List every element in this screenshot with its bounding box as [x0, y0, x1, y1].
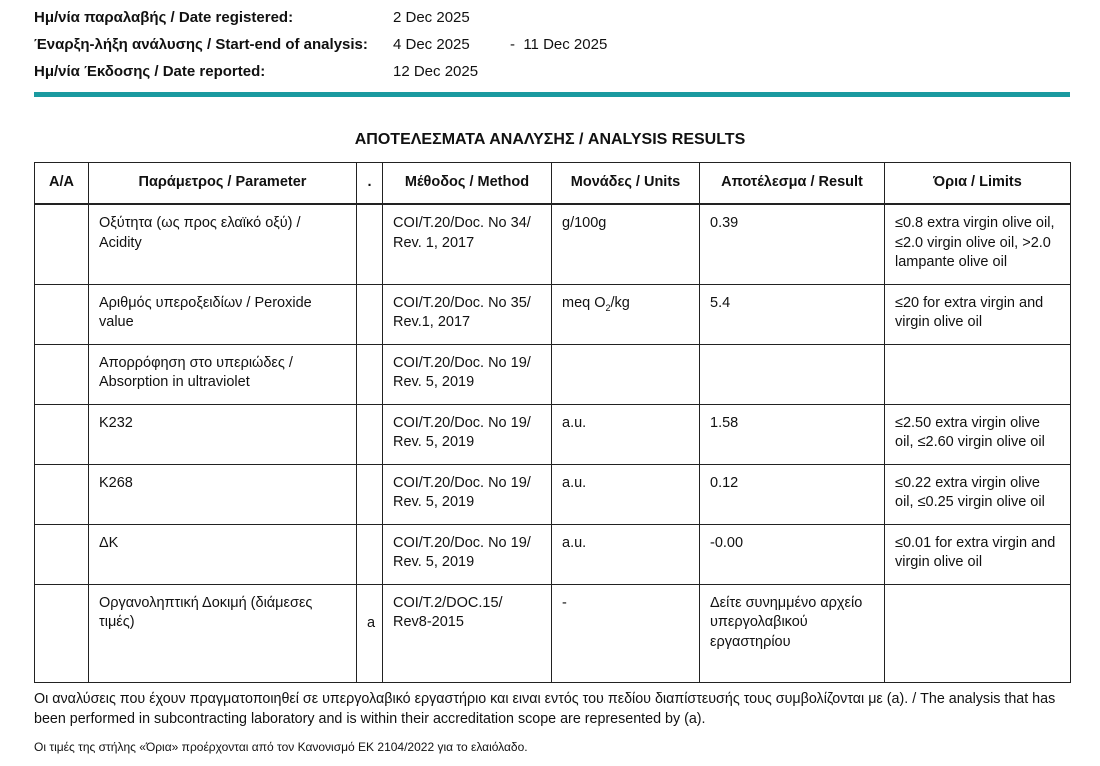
date-reported-value: 12 Dec 2025 [393, 63, 479, 80]
cell-limits: ≤0.01 for extra virgin and virgin olive oil [885, 524, 1071, 584]
analysis-results-table [34, 162, 1071, 683]
cell-result [700, 344, 885, 404]
cell-parameter: Απορρόφηση στο υπεριώδες / Absorption in ultraviolet [89, 344, 357, 404]
cell-flag: a [357, 584, 383, 682]
cell-no [35, 284, 89, 344]
cell-flag [357, 404, 383, 464]
table-row [35, 584, 1071, 682]
header-method: Μέθοδος / Method [383, 163, 552, 205]
cell-method: COI/T.20/Doc. No 19/ Rev. 5, 2019 [383, 344, 552, 404]
cell-units: - [552, 584, 700, 682]
cell-result: Δείτε συνημμένο αρχείο υπεργολαβικού εργαστηρίου [700, 584, 885, 682]
cell-result: 1.58 [700, 404, 885, 464]
cell-no [35, 404, 89, 464]
cell-flag [357, 344, 383, 404]
cell-parameter: K268 [89, 464, 357, 524]
header-flag: . [357, 163, 383, 205]
units-suffix: /kg [610, 294, 630, 311]
report-dates [34, 8, 1074, 89]
cell-result: -0.00 [700, 524, 885, 584]
cell-no [35, 584, 89, 682]
cell-no [35, 464, 89, 524]
cell-method: COI/T.20/Doc. No 34/ Rev. 1, 2017 [383, 204, 552, 284]
cell-result: 0.39 [700, 204, 885, 284]
cell-limits [885, 584, 1071, 682]
cell-units: a.u. [552, 464, 700, 524]
header-parameter: Παράμετρος / Parameter [89, 163, 357, 205]
cell-parameter: K232 [89, 404, 357, 464]
date-registered-row [34, 8, 1074, 35]
cell-result: 0.12 [700, 464, 885, 524]
table-row [35, 344, 1071, 404]
date-registered-label: Ημ/νία παραλαβής / Date registered: [34, 9, 294, 26]
header-divider [34, 92, 1070, 97]
cell-method: COI/T.20/Doc. No 19/ Rev. 5, 2019 [383, 464, 552, 524]
date-reported-row [34, 62, 1074, 89]
header-no: Α/Α [35, 163, 89, 205]
units-subscript: 2 [605, 302, 611, 313]
cell-units: a.u. [552, 524, 700, 584]
analysis-period-label: Έναρξη-λήξη ανάλυσης / Start-end of analysis: [34, 36, 368, 53]
analysis-start-value: 4 Dec 2025 [393, 36, 470, 53]
cell-units [552, 344, 700, 404]
cell-method: COI/T.20/Doc. No 19/ Rev. 5, 2019 [383, 524, 552, 584]
limits-source-footnote: Οι τιμές της στήλης «Όρια» προέρχονται από τον Κανονισμό ΕΚ 2104/2022 για το ελαιόλαδο. [34, 740, 528, 754]
cell-limits: ≤20 for extra virgin and virgin olive oil [885, 284, 1071, 344]
cell-no [35, 524, 89, 584]
cell-limits [885, 344, 1071, 404]
cell-method: COI/T.20/Doc. No 19/ Rev. 5, 2019 [383, 404, 552, 464]
results-title: ΑΠΟΤΕΛΕΣΜΑΤΑ ΑΝΑΛΥΣΗΣ / ANALYSIS RESULTS [354, 131, 746, 148]
cell-result: 5.4 [700, 284, 885, 344]
cell-parameter: Αριθμός υπεροξειδίων / Peroxide value [89, 284, 357, 344]
table-header-row [35, 163, 1071, 205]
cell-limits: ≤2.50 extra virgin olive oil, ≤2.60 virgin olive oil [885, 404, 1071, 464]
table-row [35, 204, 1071, 284]
cell-parameter: Οξύτητα (ως προς ελαϊκό οξύ) / Acidity [89, 204, 357, 284]
cell-no [35, 204, 89, 284]
header-limits: Όρια / Limits [885, 163, 1071, 205]
cell-method: COI/T.20/Doc. No 35/ Rev.1, 2017 [383, 284, 552, 344]
cell-parameter: ΔK [89, 524, 357, 584]
date-registered-value: 2 Dec 2025 [393, 9, 470, 26]
cell-no [35, 344, 89, 404]
analysis-period-row [34, 35, 1074, 62]
cell-flag [357, 464, 383, 524]
cell-flag [357, 524, 383, 584]
units-text: meq O [562, 294, 606, 311]
table-row [35, 284, 1071, 344]
date-reported-label: Ημ/νία Έκδοσης / Date reported: [34, 63, 266, 80]
cell-units [552, 284, 700, 344]
cell-parameter: Οργανοληπτική Δοκιμή (διάμεσες τιμές) [89, 584, 357, 682]
table-row [35, 464, 1071, 524]
table-row [35, 524, 1071, 584]
header-units: Μονάδες / Units [552, 163, 700, 205]
header-result: Αποτέλεσμα / Result [700, 163, 885, 205]
cell-limits: ≤0.22 extra virgin olive oil, ≤0.25 virgin olive oil [885, 464, 1071, 524]
cell-flag [357, 204, 383, 284]
analysis-end-value: - 11 Dec 2025 [510, 36, 608, 53]
cell-limits: ≤0.8 extra virgin olive oil, ≤2.0 virgin olive oil, >2.0 lampante olive oil [885, 204, 1071, 284]
subcontract-footnote: Οι αναλύσεις που έχουν πραγματοποιηθεί σε υπεργολαβικό εργαστήριο και ειναι εντός του πεδίου διαπίστευσής τους συμβολίζονται με (a). / The analysis that has been performed in subcontracting laboratory and is within their accreditation scope are represented by (a). [34, 691, 1056, 727]
cell-units: g/100g [552, 204, 700, 284]
table-row [35, 404, 1071, 464]
cell-method: COI/T.2/DOC.15/ Rev8-2015 [383, 584, 552, 682]
cell-units: a.u. [552, 404, 700, 464]
cell-flag [357, 284, 383, 344]
